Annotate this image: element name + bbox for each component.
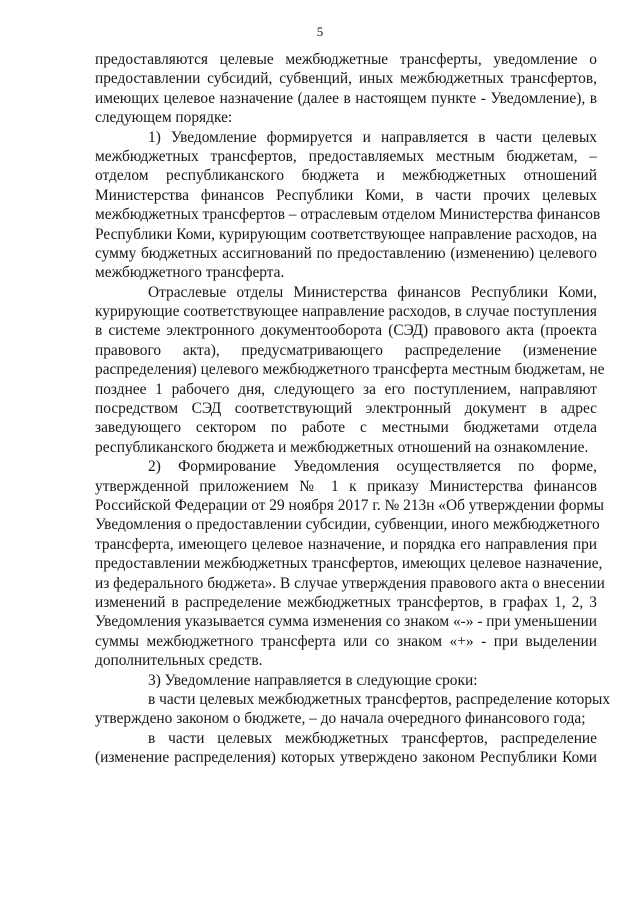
text-line: следующем порядке: [95,109,233,127]
text-line: изменений в распределение межбюджетных трансфертов, в графах 1, 2, 3 [95,593,597,611]
text-line: 3) Уведомление направляется в следующие сроки: [148,671,478,689]
text-line: предоставляются целевые межбюджетные трансферты, уведомление о [95,51,597,68]
text-line: межбюджетного трансферта. [95,264,285,282]
paragraph [95,283,605,458]
text-line: трансферта, имеющего целевое назначение, и порядка его направления при [95,535,597,553]
text-line: правового акта), предусматривающего распределение (изменение [95,341,597,359]
text-line: дополнительных средств. [95,652,263,670]
page-number: 5 [316,24,324,39]
document-body [95,50,611,767]
text-line: посредством СЭД соответствующий электронный документ в адрес [95,400,597,418]
paragraph [95,729,597,768]
paragraph [95,457,605,670]
text-line: отделом республиканского бюджета и межбюджетных отношений [95,167,597,185]
text-line: (изменение распределения) которых утверждено законом Республики Коми [95,749,597,767]
text-line: предоставлении субсидий, субвенций, иных межбюджетных трансфертов, [95,70,597,88]
paragraph [95,128,601,283]
text-line: утверждено законом о бюджете, – до начала очередного финансового года; [95,710,586,728]
text-line: межбюджетных трансфертов – отраслевым отделом Министерства финансов [95,206,601,224]
text-line: 2) Формирование Уведомления осуществляется по форме, [148,458,597,476]
text-line: в системе электронного документооборота (СЭД) правового акта (проекта [95,322,597,340]
text-line: предоставлении межбюджетных трансфертов, имеющих целевое назначение, [95,555,603,573]
text-line: имеющих целевое назначение (далее в настоящем пункте - Уведомление), в [95,89,597,107]
text-line: Уведомления указывается сумма изменения со знаком «-» - при уменьшении [95,613,598,631]
text-line: Отраслевые отделы Министерства финансов Республики Коми, [148,283,597,301]
text-line: из федерального бюджета». В случае утверждения правового акта о внесении [95,574,605,592]
paragraph [95,671,597,690]
paragraph [95,50,597,128]
text-line: Министерства финансов Республики Коми, в части прочих целевых [95,186,597,204]
text-line: курирующие соответствующее направление расходов, в случае поступления [95,303,597,321]
text-line: республиканского бюджета и межбюджетных отношений на ознакомление. [95,438,589,456]
text-line: позднее 1 рабочего дня, следующего за его поступлением, направляют [95,380,597,398]
text-line: суммы межбюджетного трансферта или со знаком «+» - при выделении [95,632,597,650]
text-line: утвержденной приложением № 1 к приказу Министерства финансов [95,477,597,495]
paragraph [95,690,611,729]
text-line: межбюджетных трансфертов, предоставляемых местным бюджетам, – [95,147,597,165]
text-line: Республики Коми, курирующим соответствующее направление расходов, на [95,225,597,243]
text-line: Российской Федерации от 29 ноября 2017 г. № 213н «Об утверждении формы [95,496,604,514]
text-line: Уведомления о предоставлении субсидии, субвенции, иного межбюджетного [95,516,600,534]
text-line: в части целевых межбюджетных трансфертов, распределение [148,729,597,747]
text-line: распределения) целевого межбюджетного трансферта местным бюджетам, не [95,361,605,379]
text-line: сумму бюджетных ассигнований по предоставлению (изменению) целевого [95,244,597,262]
text-line: 1) Уведомление формируется и направляется в части целевых [148,128,597,146]
text-line: в части целевых межбюджетных трансфертов, распределение которых [148,690,611,708]
text-line: заведующего сектором по работе с местными бюджетами отдела [95,419,597,437]
